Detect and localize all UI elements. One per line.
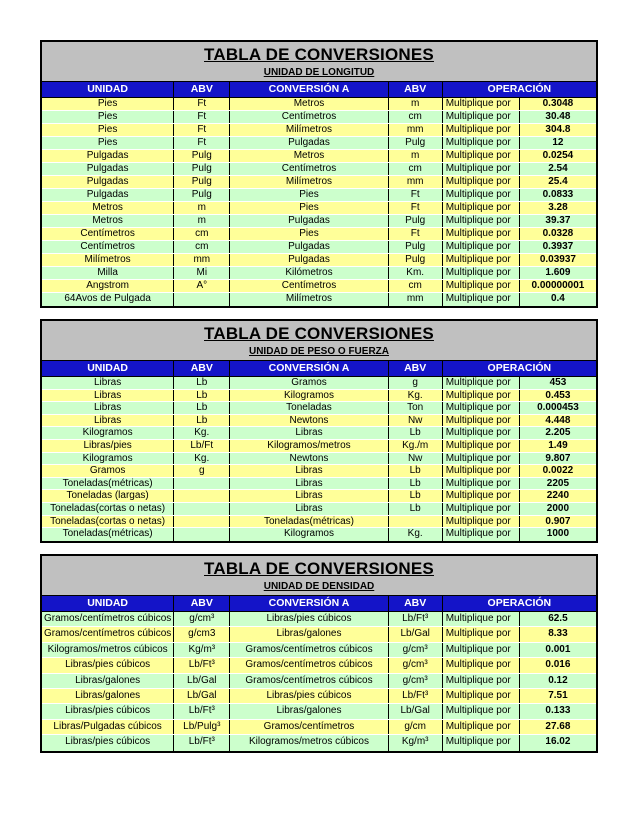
cell-unidad: Libras xyxy=(42,377,174,389)
table-row xyxy=(42,704,596,719)
cell-valor: 4.448 xyxy=(545,414,571,426)
cell-abv-2: mm xyxy=(389,293,443,306)
table-row xyxy=(42,720,596,735)
cell-operacion: Multiplique por xyxy=(443,415,520,427)
cell-unidad: Libras/galones xyxy=(42,689,174,703)
cell-valor: 0.4 xyxy=(550,293,565,304)
table-subtitle: UNIDAD DE DENSIDAD xyxy=(263,581,375,592)
table-row xyxy=(42,643,596,658)
cell-operacion: Multiplique por xyxy=(443,528,520,541)
cell-abv-2: Nw xyxy=(389,453,443,465)
cell-operacion: Multiplique por xyxy=(443,228,520,240)
cell-abv: Pulg xyxy=(174,189,230,201)
cell-operacion: Multiplique por xyxy=(443,189,520,201)
table-row xyxy=(42,189,596,202)
column-header-abv: ABV xyxy=(174,596,230,611)
cell-conversion-a: Toneladas(métricas) xyxy=(230,516,388,528)
conversion-table-longitud xyxy=(40,40,598,308)
table-header-row xyxy=(42,596,596,612)
table-row xyxy=(42,735,596,750)
cell-operacion: Multiplique por xyxy=(443,293,520,306)
cell-abv-2: Lb xyxy=(389,478,443,490)
cell-abv: Lb xyxy=(174,390,230,402)
cell-unidad: Libras/pies xyxy=(42,440,174,452)
cell-abv: Lb xyxy=(174,402,230,414)
cell-operacion: Multiplique por xyxy=(443,516,520,528)
cell-abv: Lb/Pulg³ xyxy=(174,720,230,734)
cell-conversion-a: Pies xyxy=(230,228,388,240)
column-header-conversion-a: CONVERSIÓN A xyxy=(230,596,388,611)
table-title: TABLA DE CONVERSIONES xyxy=(204,324,434,343)
cell-abv-2: Kg. xyxy=(389,390,443,402)
cell-abv-2: Lb/Ft³ xyxy=(389,612,443,626)
cell-conversion-a: Kilogramos/metros cúbicos xyxy=(230,735,388,750)
cell-operacion: Multiplique por xyxy=(443,137,520,149)
cell-abv-2: Ft xyxy=(389,228,443,240)
cell-valor: 0.12 xyxy=(548,674,568,686)
column-header-abv: ABV xyxy=(174,361,230,376)
cell-valor: 453 xyxy=(549,377,567,388)
cell-operacion: Multiplique por xyxy=(443,98,520,110)
column-header-unidad: UNIDAD xyxy=(42,82,174,97)
table-row xyxy=(42,228,596,241)
cell-valor: 304.8 xyxy=(545,124,571,135)
cell-abv: Kg. xyxy=(174,427,230,439)
table-row xyxy=(42,163,596,176)
cell-abv: Ft xyxy=(174,137,230,149)
cell-operacion: Multiplique por xyxy=(443,202,520,214)
cell-conversion-a: Centímetros xyxy=(230,111,388,123)
cell-unidad: Kilogramos xyxy=(42,453,174,465)
column-header-operacion: OPERACIÓN xyxy=(487,597,552,609)
table-row xyxy=(42,465,596,478)
table-row xyxy=(42,137,596,150)
cell-unidad: Libras/pies cúbicos xyxy=(42,735,174,750)
cell-conversion-a: Libras xyxy=(230,465,388,477)
cell-abv-2: Lb xyxy=(389,490,443,502)
cell-abv xyxy=(174,293,230,306)
cell-abv: Ft xyxy=(174,124,230,136)
cell-valor: 16.02 xyxy=(545,736,571,748)
cell-conversion-a: Gramos/centímetros cúbicos xyxy=(230,643,388,657)
cell-conversion-a: Libras xyxy=(230,503,388,515)
cell-unidad: Pies xyxy=(42,137,174,149)
cell-abv: Lb/Gal xyxy=(174,689,230,703)
table-row xyxy=(42,689,596,704)
cell-abv xyxy=(174,503,230,515)
cell-abv: Lb/Ft³ xyxy=(174,735,230,750)
cell-operacion: Multiplique por xyxy=(443,111,520,123)
table-row xyxy=(42,612,596,627)
table-row xyxy=(42,415,596,428)
cell-abv-2: Kg. xyxy=(389,528,443,541)
cell-valor: 0.0328 xyxy=(542,228,574,239)
cell-abv-2: Lb/Ft³ xyxy=(389,689,443,703)
cell-abv: Mi xyxy=(174,267,230,279)
cell-operacion: Multiplique por xyxy=(443,241,520,253)
cell-operacion: Multiplique por xyxy=(443,427,520,439)
cell-abv-2: m xyxy=(389,98,443,110)
cell-operacion: Multiplique por xyxy=(443,176,520,188)
cell-unidad: Libras xyxy=(42,390,174,402)
cell-valor: 2240 xyxy=(546,490,570,502)
cell-abv-2: Kg./m xyxy=(389,440,443,452)
cell-abv-2: Lb/Gal xyxy=(389,704,443,718)
cell-operacion: Multiplique por xyxy=(443,490,520,502)
cell-operacion: Multiplique por xyxy=(443,674,520,688)
table-row xyxy=(42,98,596,111)
cell-unidad: Toneladas(métricas) xyxy=(42,478,174,490)
cell-valor: 30.48 xyxy=(545,111,571,122)
cell-operacion: Multiplique por xyxy=(443,453,520,465)
cell-abv-2: Lb/Gal xyxy=(389,627,443,641)
cell-abv: Kg. xyxy=(174,453,230,465)
cell-abv-2: Pulg xyxy=(389,215,443,227)
cell-abv-2: Nw xyxy=(389,415,443,427)
column-header-operacion: OPERACIÓN xyxy=(487,362,552,374)
cell-abv-2: mm xyxy=(389,176,443,188)
cell-unidad: 64Avos de Pulgada xyxy=(42,293,174,306)
table-body xyxy=(42,612,596,751)
cell-unidad: Pulgadas xyxy=(42,163,174,175)
cell-abv-2: m xyxy=(389,150,443,162)
table-row xyxy=(42,202,596,215)
table-row xyxy=(42,124,596,137)
cell-conversion-a: Pies xyxy=(230,189,388,201)
cell-unidad: Kilogramos/metros cúbicos xyxy=(42,643,174,657)
cell-abv: g xyxy=(174,465,230,477)
table-row xyxy=(42,658,596,673)
table-row xyxy=(42,453,596,466)
cell-conversion-a: Milímetros xyxy=(230,176,388,188)
cell-valor: 2.54 xyxy=(548,163,568,174)
cell-unidad: Pies xyxy=(42,124,174,136)
cell-valor: 0.0022 xyxy=(542,465,574,477)
table-row xyxy=(42,402,596,415)
cell-operacion: Multiplique por xyxy=(443,704,520,718)
cell-abv: Lb/Ft³ xyxy=(174,704,230,718)
cell-conversion-a: Libras/galones xyxy=(230,704,388,718)
cell-valor: 62.5 xyxy=(548,613,568,624)
cell-valor: 3.28 xyxy=(548,202,568,213)
cell-conversion-a: Libras/pies cúbicos xyxy=(230,689,388,703)
cell-conversion-a: Libras xyxy=(230,490,388,502)
cell-abv-2: g xyxy=(389,377,443,389)
table-row xyxy=(42,490,596,503)
cell-abv-2: g/cm³ xyxy=(389,674,443,688)
table-row xyxy=(42,427,596,440)
cell-conversion-a: Centímetros xyxy=(230,163,388,175)
column-header-abv-2: ABV xyxy=(389,596,443,611)
table-title-band xyxy=(42,321,596,361)
column-header-unidad: UNIDAD xyxy=(42,361,174,376)
cell-abv-2: cm xyxy=(389,280,443,292)
cell-abv-2: Pulg xyxy=(389,137,443,149)
cell-valor: 0.016 xyxy=(545,659,571,671)
table-header-row xyxy=(42,361,596,377)
cell-abv: g/cm³ xyxy=(174,612,230,626)
column-header-unidad: UNIDAD xyxy=(42,596,174,611)
column-header-conversion-a: CONVERSIÓN A xyxy=(230,361,388,376)
cell-abv: Lb xyxy=(174,415,230,427)
cell-conversion-a: Kilómetros xyxy=(230,267,388,279)
table-row xyxy=(42,377,596,390)
cell-operacion: Multiplique por xyxy=(443,658,520,672)
cell-valor: 7.51 xyxy=(548,689,568,701)
cell-operacion: Multiplique por xyxy=(443,163,520,175)
cell-abv-2: cm xyxy=(389,163,443,175)
table-subtitle: UNIDAD DE PESO O FUERZA xyxy=(248,346,389,357)
cell-valor: 0.000453 xyxy=(537,402,579,414)
cell-valor: 12 xyxy=(552,137,564,148)
cell-valor: 39.37 xyxy=(545,215,571,226)
cell-abv: Lb/Ft xyxy=(174,440,230,452)
table-row xyxy=(42,478,596,491)
cell-valor: 9.807 xyxy=(545,452,571,464)
cell-conversion-a: Metros xyxy=(230,150,388,162)
table-row xyxy=(42,293,596,306)
cell-operacion: Multiplique por xyxy=(443,643,520,657)
cell-operacion: Multiplique por xyxy=(443,377,520,389)
cell-conversion-a: Newtons xyxy=(230,415,388,427)
cell-unidad: Centímetros xyxy=(42,228,174,240)
cell-unidad: Libras/pies cúbicos xyxy=(42,704,174,718)
cell-unidad: Libras/pies cúbicos xyxy=(42,658,174,672)
cell-unidad: Libras/galones xyxy=(42,674,174,688)
cell-unidad: Kilogramos xyxy=(42,427,174,439)
cell-operacion: Multiplique por xyxy=(443,627,520,641)
cell-unidad: Libras xyxy=(42,415,174,427)
cell-valor: 27.68 xyxy=(545,720,571,732)
cell-unidad: Pies xyxy=(42,111,174,123)
cell-conversion-a: Pulgadas xyxy=(230,137,388,149)
cell-conversion-a: Kilogramos/metros xyxy=(230,440,388,452)
column-header-abv-2: ABV xyxy=(389,82,443,97)
cell-unidad: Pulgadas xyxy=(42,189,174,201)
table-row xyxy=(42,440,596,453)
cell-unidad: Libras/Pulgadas cúbicos xyxy=(42,720,174,734)
cell-abv: cm xyxy=(174,241,230,253)
table-row xyxy=(42,254,596,267)
cell-abv: Lb xyxy=(174,377,230,389)
cell-operacion: Multiplique por xyxy=(443,689,520,703)
column-header-abv-2: ABV xyxy=(389,361,443,376)
cell-operacion: Multiplique por xyxy=(443,440,520,452)
cell-unidad: Libras xyxy=(42,402,174,414)
cell-conversion-a: Kilogramos xyxy=(230,528,388,541)
table-row xyxy=(42,516,596,529)
cell-abv-2: Ft xyxy=(389,189,443,201)
cell-operacion: Multiplique por xyxy=(443,124,520,136)
column-header-abv: ABV xyxy=(174,82,230,97)
cell-abv: mm xyxy=(174,254,230,266)
cell-unidad: Gramos/centímetros cúbicos xyxy=(42,612,174,626)
cell-valor: 2205 xyxy=(546,477,570,489)
cell-operacion: Multiplique por xyxy=(443,402,520,414)
cell-unidad: Milla xyxy=(42,267,174,279)
cell-abv-2: cm xyxy=(389,111,443,123)
cell-abv: Kg/m³ xyxy=(174,643,230,657)
table-subtitle: UNIDAD DE LONGITUD xyxy=(263,67,375,78)
conversion-table-densidad xyxy=(40,554,598,753)
cell-unidad: Gramos/centímetros cúbicos xyxy=(42,627,174,641)
cell-abv xyxy=(174,478,230,490)
table-title-band xyxy=(42,556,596,596)
cell-abv-2: g/cm³ xyxy=(389,643,443,657)
cell-conversion-a: Pulgadas xyxy=(230,241,388,253)
cell-valor: 25.4 xyxy=(548,176,568,187)
cell-conversion-a: Gramos/centímetros cúbicos xyxy=(230,658,388,672)
cell-operacion: Multiplique por xyxy=(443,720,520,734)
cell-conversion-a: Metros xyxy=(230,98,388,110)
cell-valor: 0.3048 xyxy=(542,98,574,109)
cell-valor: 0.453 xyxy=(545,389,571,401)
cell-abv-2 xyxy=(389,516,443,528)
conversion-table-peso-o-fuerza xyxy=(40,319,598,543)
cell-conversion-a: Libras/galones xyxy=(230,627,388,641)
cell-abv: cm xyxy=(174,228,230,240)
cell-conversion-a: Pies xyxy=(230,202,388,214)
cell-unidad: Pies xyxy=(42,98,174,110)
cell-abv xyxy=(174,490,230,502)
cell-valor: 2.205 xyxy=(545,427,571,439)
table-body xyxy=(42,98,596,306)
table-row xyxy=(42,176,596,189)
cell-operacion: Multiplique por xyxy=(443,503,520,515)
cell-unidad: Toneladas(cortas o netas) xyxy=(42,516,174,528)
cell-valor: 0.0254 xyxy=(542,150,574,161)
cell-conversion-a: Milímetros xyxy=(230,124,388,136)
cell-conversion-a: Milímetros xyxy=(230,293,388,306)
table-row xyxy=(42,503,596,516)
cell-unidad: Metros xyxy=(42,202,174,214)
cell-valor: 1000 xyxy=(546,528,570,540)
cell-unidad: Gramos xyxy=(42,465,174,477)
cell-operacion: Multiplique por xyxy=(443,267,520,279)
cell-abv: A° xyxy=(174,280,230,292)
table-body xyxy=(42,377,596,541)
cell-valor: 2000 xyxy=(546,502,570,514)
cell-conversion-a: Pulgadas xyxy=(230,215,388,227)
cell-abv-2: Km. xyxy=(389,267,443,279)
cell-abv: Pulg xyxy=(174,163,230,175)
cell-conversion-a: Libras/pies cúbicos xyxy=(230,612,388,626)
cell-operacion: Multiplique por xyxy=(443,465,520,477)
table-row xyxy=(42,267,596,280)
cell-unidad: Toneladas(cortas o netas) xyxy=(42,503,174,515)
cell-conversion-a: Libras xyxy=(230,427,388,439)
cell-operacion: Multiplique por xyxy=(443,735,520,750)
cell-valor: 8.33 xyxy=(548,628,568,640)
cell-valor: 0.0833 xyxy=(542,189,574,200)
cell-abv: Ft xyxy=(174,98,230,110)
cell-valor: 0.3937 xyxy=(542,241,574,252)
cell-unidad: Milímetros xyxy=(42,254,174,266)
cell-operacion: Multiplique por xyxy=(443,150,520,162)
cell-abv-2: g/cm xyxy=(389,720,443,734)
cell-conversion-a: Gramos/centímetros cúbicos xyxy=(230,674,388,688)
cell-valor: 0.03937 xyxy=(539,254,576,265)
cell-operacion: Multiplique por xyxy=(443,390,520,402)
table-row xyxy=(42,674,596,689)
table-title: TABLA DE CONVERSIONES xyxy=(204,45,434,64)
cell-valor: 0.907 xyxy=(545,515,571,527)
cell-valor: 0.00000001 xyxy=(531,280,585,291)
cell-unidad: Metros xyxy=(42,215,174,227)
column-header-operacion: OPERACIÓN xyxy=(487,83,552,95)
cell-valor: 0.133 xyxy=(545,705,571,717)
cell-abv: Ft xyxy=(174,111,230,123)
cell-abv-2: Lb xyxy=(389,503,443,515)
table-header-row xyxy=(42,82,596,98)
cell-abv: Pulg xyxy=(174,176,230,188)
cell-unidad: Centímetros xyxy=(42,241,174,253)
cell-conversion-a: Pulgadas xyxy=(230,254,388,266)
table-row xyxy=(42,528,596,541)
cell-operacion: Multiplique por xyxy=(443,280,520,292)
table-row xyxy=(42,150,596,163)
cell-operacion: Multiplique por xyxy=(443,612,520,626)
cell-abv-2: Ton xyxy=(389,402,443,414)
table-title: TABLA DE CONVERSIONES xyxy=(204,559,434,578)
column-header-conversion-a: CONVERSIÓN A xyxy=(230,82,388,97)
table-row xyxy=(42,280,596,293)
cell-abv xyxy=(174,516,230,528)
cell-conversion-a: Kilogramos xyxy=(230,390,388,402)
cell-unidad: Toneladas (largas) xyxy=(42,490,174,502)
cell-abv-2: mm xyxy=(389,124,443,136)
cell-conversion-a: Centímetros xyxy=(230,280,388,292)
cell-abv: m xyxy=(174,202,230,214)
cell-operacion: Multiplique por xyxy=(443,254,520,266)
table-title-band xyxy=(42,42,596,82)
cell-abv-2: Pulg xyxy=(389,254,443,266)
cell-unidad: Pulgadas xyxy=(42,176,174,188)
cell-valor: 0.001 xyxy=(545,643,571,655)
cell-abv-2: Kg/m³ xyxy=(389,735,443,750)
cell-abv: g/cm3 xyxy=(174,627,230,641)
table-row xyxy=(42,390,596,403)
cell-abv: Lb/Ft³ xyxy=(174,658,230,672)
table-row xyxy=(42,215,596,228)
cell-unidad: Pulgadas xyxy=(42,150,174,162)
table-row xyxy=(42,627,596,642)
cell-conversion-a: Libras xyxy=(230,478,388,490)
cell-abv: Pulg xyxy=(174,150,230,162)
cell-abv-2: Pulg xyxy=(389,241,443,253)
cell-abv: Lb/Gal xyxy=(174,674,230,688)
cell-operacion: Multiplique por xyxy=(443,478,520,490)
cell-abv-2: Ft xyxy=(389,202,443,214)
cell-conversion-a: Gramos/centímetros xyxy=(230,720,388,734)
cell-valor: 1.49 xyxy=(548,439,568,451)
cell-abv-2: g/cm³ xyxy=(389,658,443,672)
cell-abv-2: Lb xyxy=(389,427,443,439)
cell-abv xyxy=(174,528,230,541)
cell-valor: 1.609 xyxy=(545,267,571,278)
table-row xyxy=(42,241,596,254)
cell-abv: m xyxy=(174,215,230,227)
table-row xyxy=(42,111,596,124)
cell-unidad: Angstrom xyxy=(42,280,174,292)
cell-conversion-a: Newtons xyxy=(230,453,388,465)
cell-operacion: Multiplique por xyxy=(443,215,520,227)
cell-unidad: Toneladas(métricas) xyxy=(42,528,174,541)
cell-conversion-a: Toneladas xyxy=(230,402,388,414)
cell-abv-2: Lb xyxy=(389,465,443,477)
cell-conversion-a: Gramos xyxy=(230,377,388,389)
